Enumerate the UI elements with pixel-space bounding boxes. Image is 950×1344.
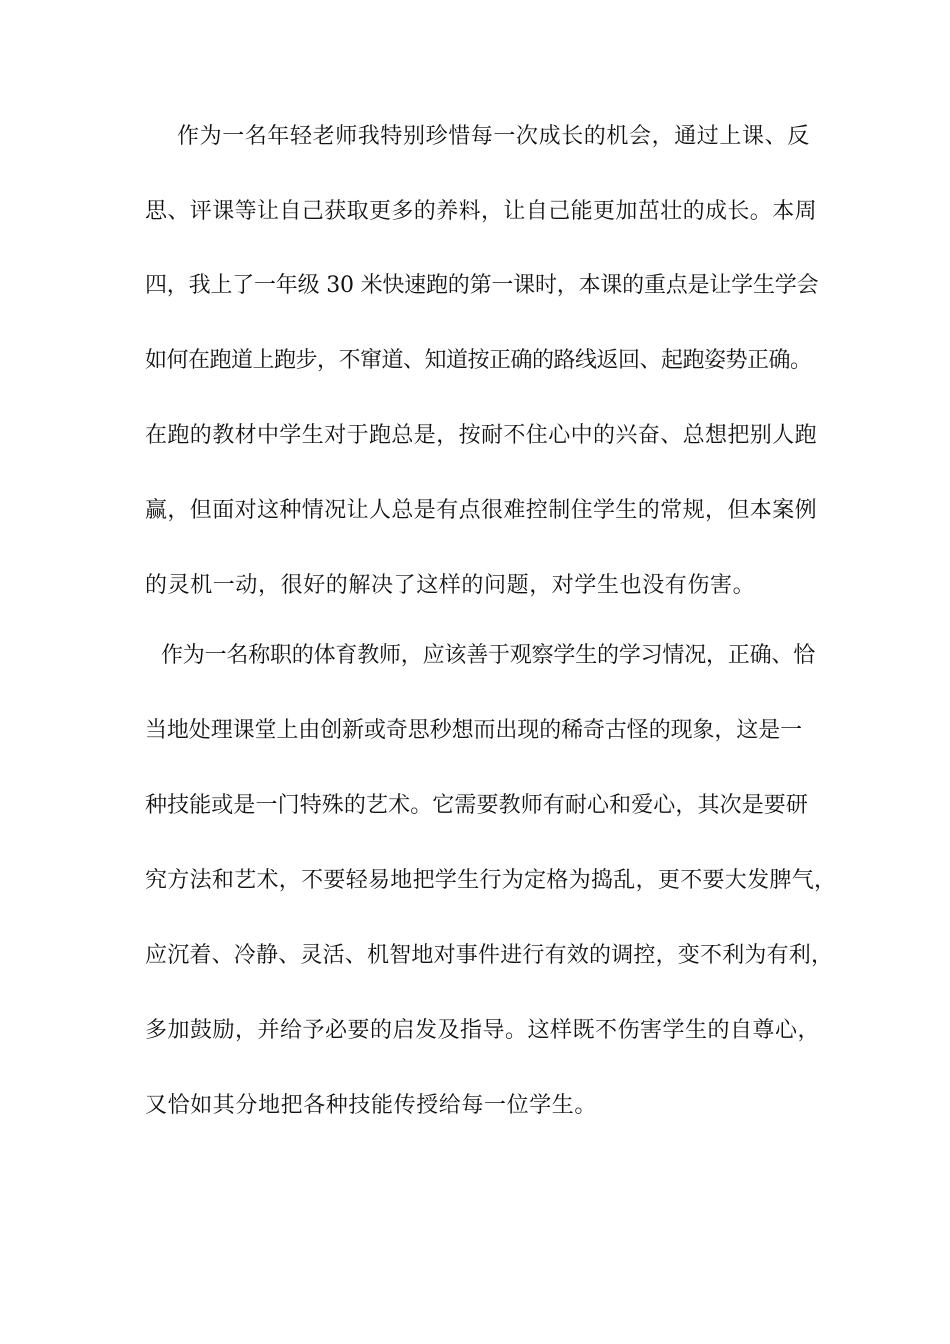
paragraph-2-line-1: 作为一名称职的体育教师，应该善于观察学生的学习情况，正确、恰	[161, 643, 816, 668]
paragraph-1-line-2: 思、评课等让自己获取更多的养料，让自己能更加茁壮的成长。本周	[145, 199, 818, 224]
paragraph-2-line-6: 多加鼓励，并给予必要的启发及指导。这样既不伤害学生的自尊心，	[145, 1018, 821, 1043]
paragraph-2-line-4: 究方法和艺术，不要轻易地把学生行为定格为捣乱，更不要大发脾气，	[145, 868, 837, 893]
paragraph-1-line-3: 四，我上了一年级 30 米快速跑的第一课时，本课的重点是让学生学会	[145, 273, 819, 298]
paragraph-1-line-5: 在跑的教材中学生对于跑总是，按耐不住心中的兴奋、总想把别人跑	[145, 423, 818, 448]
paragraph-2-line-7: 又恰如其分地把各种技能传授给每一位学生。	[145, 1093, 598, 1118]
paragraph-2-line-3: 种技能或是一门特殊的艺术。它需要教师有耐心和爱心，其次是要研	[145, 793, 809, 818]
paragraph-2-line-5: 应沉着、冷静、灵活、机智地对事件进行有效的调控，变不利为有利，	[145, 943, 834, 968]
paragraph-2-line-2: 当地处理课堂上由创新或奇思秒想而出现的稀奇古怪的现象，这是一	[145, 718, 803, 743]
paragraph-1-line-6: 赢，但面对这种情况让人总是有点很难控制住学生的常规，但本案例	[145, 498, 818, 523]
paragraph-1-line-7: 的灵机一动，很好的解决了这样的问题，对学生也没有伤害。	[145, 573, 756, 598]
paragraph-1-line-4: 如何在跑道上跑步，不窜道、知道按正确的路线返回、起跑姿势正确。	[145, 348, 812, 373]
paragraph-1-line-1: 作为一名年轻老师我特别珍惜每一次成长的机会，通过上课、反	[177, 124, 810, 149]
